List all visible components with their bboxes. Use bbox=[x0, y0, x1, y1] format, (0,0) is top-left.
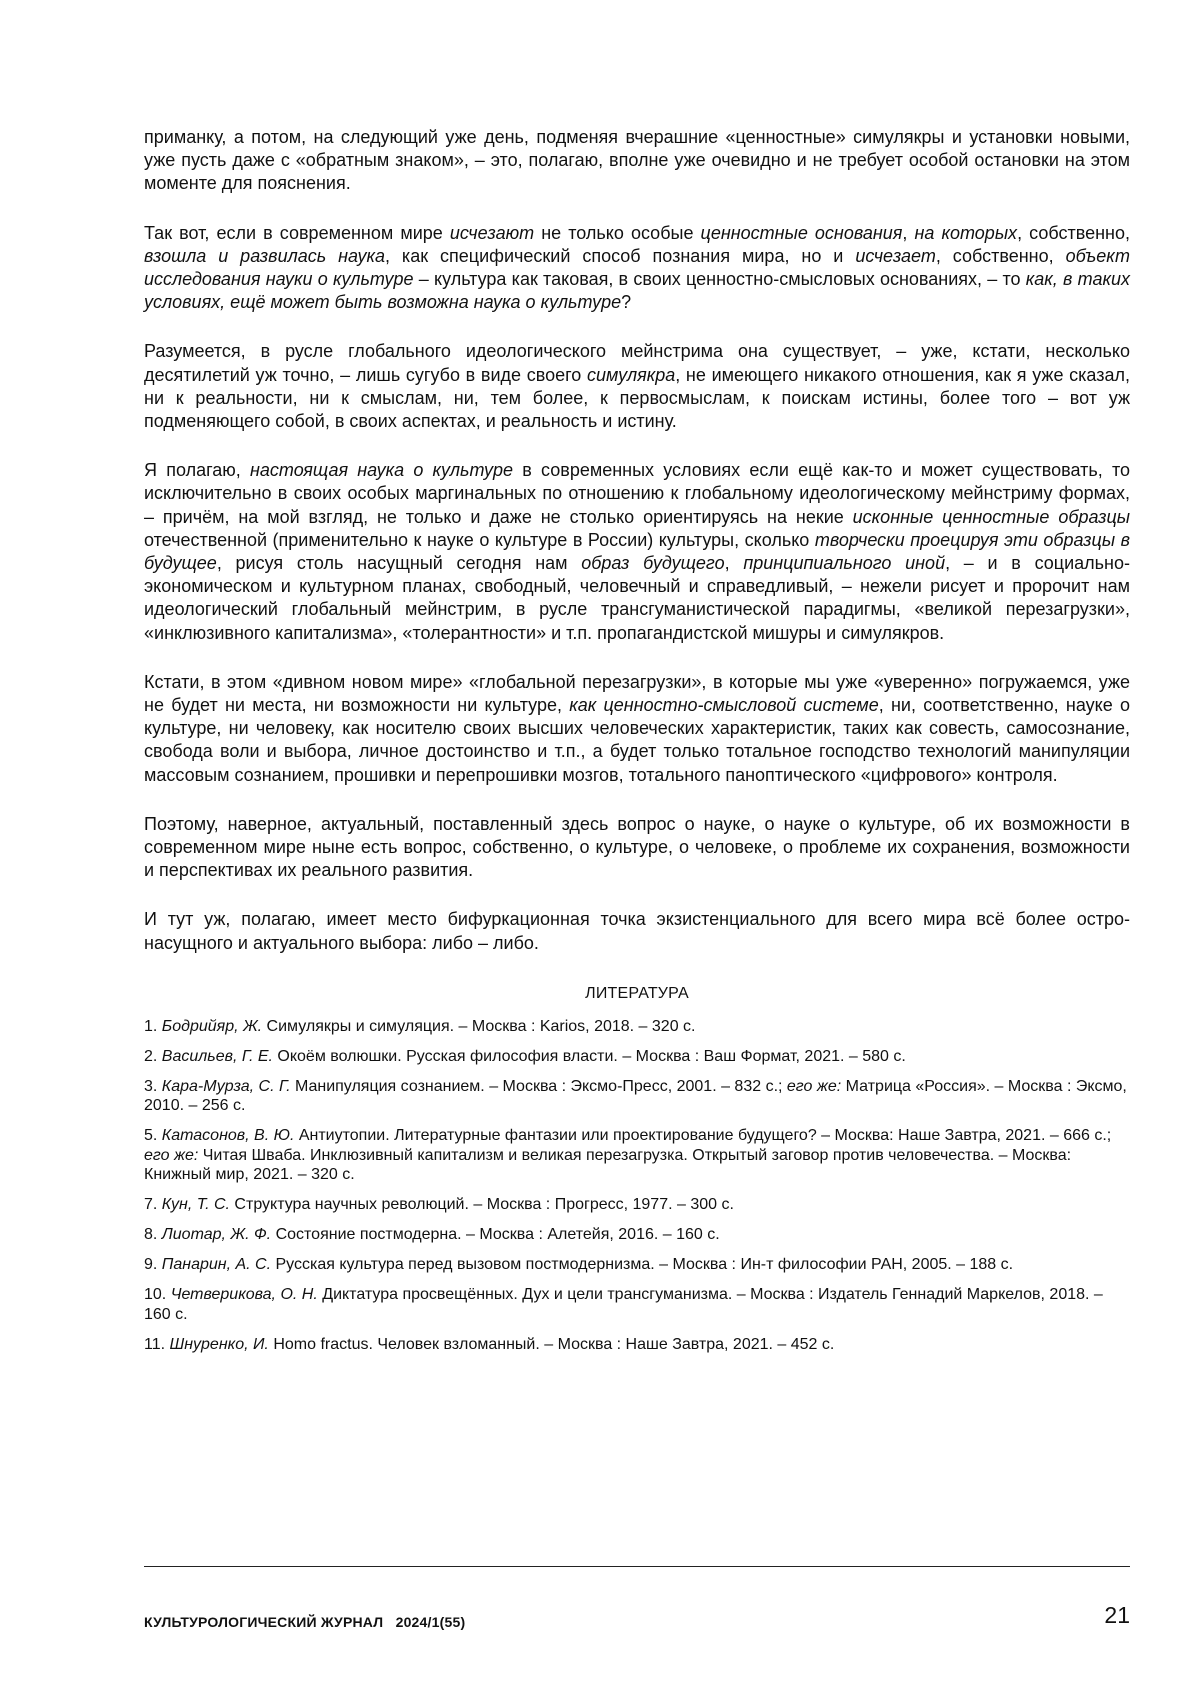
reference-item: 1. Бодрийяр, Ж. Симулякры и симуляция. – Москва : Karios, 2018. – 320 с. bbox=[144, 1017, 696, 1035]
italic-emphasis: Катасонов, В. Ю. bbox=[161, 1127, 295, 1145]
page-number: 21 bbox=[1104, 1602, 1130, 1628]
italic-emphasis: настоящая наука о культуре bbox=[249, 460, 514, 481]
italic-emphasis: Четверикова, О. Н. bbox=[170, 1286, 318, 1304]
italic-emphasis: исконные ценностные образцы bbox=[852, 506, 1130, 527]
page-body bbox=[144, 126, 1130, 1365]
italic-emphasis: принципиального иной bbox=[743, 553, 946, 574]
reference-item: 5. Катасонов, В. Ю. Антиутопии. Литературные фантазии или проектирование будущего? – Москва: Наше Завтра, 2021. – 666 с.; его же: Читая Шваба. Инклюзивный капитализм и великая перезагрузка. Открытый заговор против человечества. – Москва: Книжный мир, 2021. – 320 с. bbox=[144, 1127, 1112, 1184]
italic-emphasis: его же: bbox=[786, 1077, 842, 1095]
italic-emphasis: Шнуренко, И. bbox=[169, 1335, 269, 1353]
italic-emphasis: его же: bbox=[144, 1146, 199, 1164]
paragraph: Поэтому, наверное, актуальный, поставленный здесь вопрос о науке, о науке о культуре, об их возможности в современном мире ныне есть вопрос, собственно, о культуре, о человеке, о проблеме их сохранения, возможности и перспективах их реального развития. bbox=[144, 813, 1130, 881]
paragraph: Кстати, в этом «дивном новом мире» «глобальной перезагрузки», в которые мы уже «уверенно» погружаемся, уже не будет ни места, ни возможности ни культуре, как ценностно-смысловой системе, ни, соответственно, науке о культуре, ни человеку, как носителю своих высших человеческих характеристик, таких как совесть, самосознание, свобода воли и выбора, личное достоинство и т.п., а будет только тотальное господство технологий манипуляции массовым сознанием, прошивки и перепрошивки мозгов, тотального паноптического «цифрового» контроля. bbox=[144, 671, 1130, 785]
reference-item: 9. Панарин, А. С. Русская культура перед вызовом постмодернизма. – Москва : Ин-т философии РАН, 2005. – 188 с. bbox=[144, 1256, 1014, 1274]
italic-emphasis: ценностные основания bbox=[700, 222, 903, 243]
reference-item: 3. Кара-Мурза, С. Г. Манипуляция сознанием. – Москва : Эксмо-Пресс, 2001. – 832 с.; его же: Матрица «Россия». – Москва : Эксмо, 2010. – 256 с. bbox=[144, 1077, 1127, 1115]
italic-emphasis: объект исследования науки о культуре bbox=[144, 245, 1130, 290]
footer-journal-title: КУЛЬТУРОЛОГИЧЕСКИЙ ЖУРНАЛ 2024/1(55) bbox=[144, 1614, 466, 1630]
italic-emphasis: на которых bbox=[914, 222, 1018, 243]
references-title: ЛИТЕРАТУРА bbox=[585, 984, 689, 1002]
italic-emphasis: исчезает bbox=[855, 245, 936, 266]
italic-emphasis: Панарин, А. С. bbox=[161, 1256, 272, 1274]
italic-emphasis: Кун, Т. С. bbox=[161, 1196, 230, 1214]
references-list bbox=[144, 1017, 1130, 1355]
italic-emphasis: как ценностно-смысловой системе bbox=[569, 695, 879, 716]
paragraph: И тут уж, полагаю, имеет место бифуркационная точка экзистенциального для всего мира всё более остро-насущного и актуального выбора: либо – либо. bbox=[144, 909, 1130, 953]
footer-divider bbox=[144, 1566, 1130, 1567]
italic-emphasis: творчески проецируя эти образцы в будущее bbox=[144, 529, 1130, 574]
italic-emphasis: Кара-Мурза, С. Г. bbox=[161, 1077, 291, 1095]
reference-item: 11. Шнуренко, И. Homo fractus. Человек взломанный. – Москва : Наше Завтра, 2021. – 452 с. bbox=[144, 1335, 835, 1353]
article-text bbox=[144, 126, 1130, 955]
paragraph: Я полагаю, настоящая наука о культуре в современных условиях если ещё как-то и может существовать, то исключительно в своих особых маргинальных по отношению к глобальному идеологическому мейнстриму формах, – причём, на мой взгляд, не только и даже не столько ориентируясь на некие исконные ценностные образцы отечественной (применительно к науке о культуре в России) культуры, сколько творчески проецируя эти образцы в будущее, рисуя столь насущный сегодня нам образ будущего, принципиального иной, – и в социально-экономическом и культурном планах, свободный, человечный и справедливый, – нежели рисует и пророчит нам идеологический глобальный мейнстрим, в русле трансгуманистической парадигмы, «великой перезагрузки», «инклюзивного капитализма», «толерантности» и т.п. пропагандистской мишуры и симулякров. bbox=[144, 460, 1131, 643]
italic-emphasis: Васильев, Г. Е. bbox=[161, 1047, 273, 1065]
reference-item: 8. Лиотар, Ж. Ф. Состояние постмодерна. – Москва : Алетейя, 2016. – 160 с. bbox=[144, 1226, 720, 1244]
paragraph: Так вот, если в современном мире исчезают не только особые ценностные основания, на которых, собственно, взошла и развилась наука, как специфический способ познания мира, но и исчезает, собственно, объект исследования науки о культуре – культура как таковая, в своих ценностно-смысловых основаниях, – то как, в таких условиях, ещё может быть возможна наука о культуре? bbox=[144, 222, 1130, 313]
reference-item: 10. Четверикова, О. Н. Диктатура просвещённых. Дух и цели трансгуманизма. – Москва : Издатель Геннадий Маркелов, 2018. – 160 с. bbox=[144, 1286, 1103, 1323]
italic-emphasis: исчезают bbox=[449, 222, 535, 243]
reference-item: 7. Кун, Т. С. Структура научных революций. – Москва : Прогресс, 1977. – 300 с. bbox=[144, 1196, 734, 1214]
paragraph: Разумеется, в русле глобального идеологического мейнстрима она существует, – уже, кстати, несколько десятилетий уж точно, – лишь сугубо в виде своего симулякра, не имеющего никакого отношения, как я уже сказал, ни к реальности, ни к смыслам, ни, тем более, к первосмыслам, к поискам истины, более того – вот уж подменяющего собой, в своих аспектах, и реальность и истину. bbox=[144, 341, 1130, 432]
italic-emphasis: симулякра bbox=[587, 364, 676, 385]
paragraph: приманку, а потом, на следующий уже день, подменяя вчерашние «ценностные» симулякры и установки новыми, уже пусть даже с «обратным знаком», – это, полагаю, вполне уже очевидно и не требует особой остановки на этом моменте для пояснения. bbox=[144, 127, 1130, 194]
italic-emphasis: Лиотар, Ж. Ф. bbox=[161, 1226, 272, 1244]
reference-item: 2. Васильев, Г. Е. Окоём волюшки. Русская философия власти. – Москва : Ваш Формат, 2021. – 580 с. bbox=[144, 1047, 906, 1065]
italic-emphasis: образ будущего bbox=[581, 553, 725, 574]
italic-emphasis: взошла и развилась наука bbox=[144, 245, 385, 266]
italic-emphasis: как, в таких условиях, ещё может быть возможна наука о культуре bbox=[144, 269, 1130, 313]
italic-emphasis: Бодрийяр, Ж. bbox=[161, 1017, 263, 1035]
